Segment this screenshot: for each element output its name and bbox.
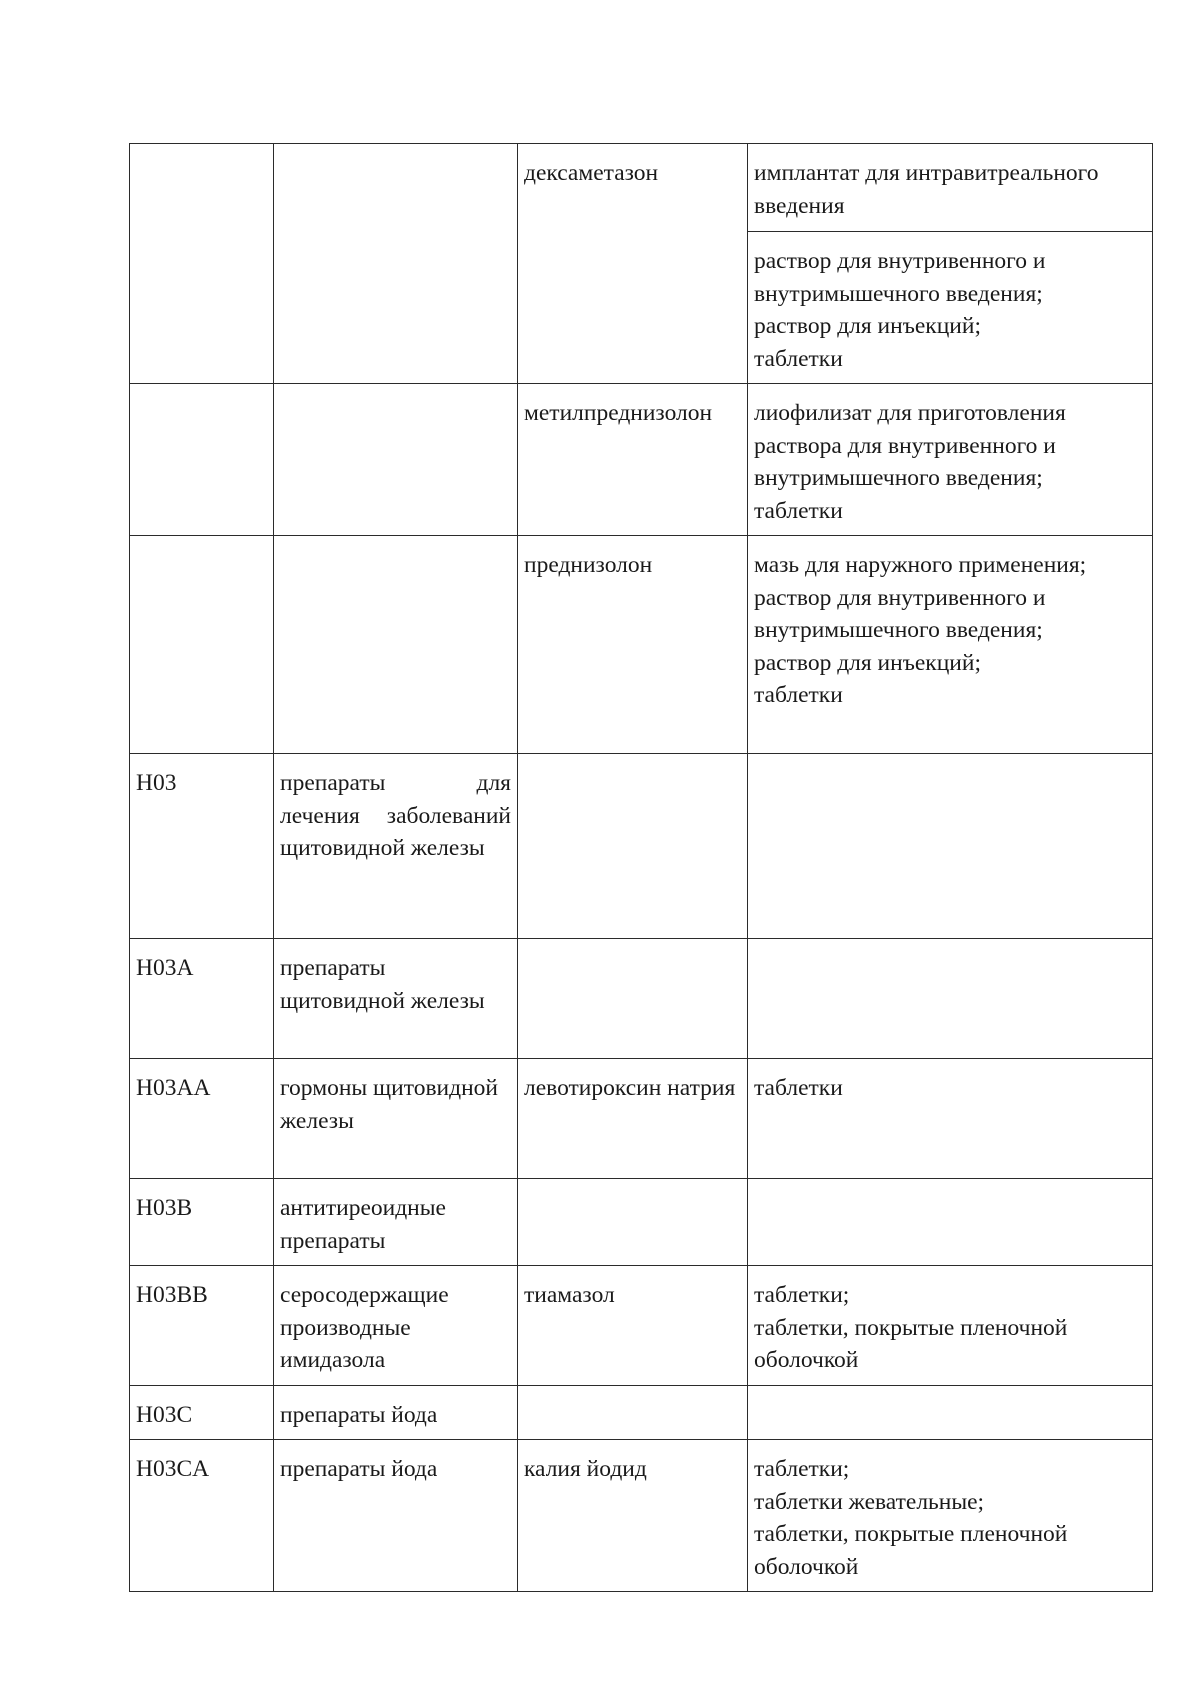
atc-code-cell: H03B bbox=[130, 1179, 274, 1266]
dosage-forms-cell bbox=[748, 1059, 1153, 1179]
group-name-cell: препараты щитовидной железы bbox=[274, 939, 518, 1059]
drug-classification-table bbox=[129, 143, 1153, 1592]
dosage-forms-cell bbox=[748, 1440, 1153, 1592]
dosage-form-line: лиофилизат для приготовления раствора для внутривенного и внутримышечного введения; bbox=[754, 400, 1066, 491]
substance-cell bbox=[518, 754, 748, 939]
dosage-forms-cell bbox=[748, 1179, 1153, 1266]
dosage-form-line: таблетки bbox=[754, 1075, 843, 1101]
dosage-form-line: таблетки bbox=[754, 345, 843, 372]
dosage-forms-cell bbox=[748, 1386, 1153, 1440]
atc-code-cell: H03 bbox=[130, 754, 274, 939]
group-name-cell bbox=[274, 384, 518, 536]
group-name-cell: антитиреоидные препараты bbox=[274, 1179, 518, 1266]
substance-cell bbox=[518, 939, 748, 1059]
substance-cell: калия йодид bbox=[518, 1440, 748, 1592]
dosage-forms-cell bbox=[748, 536, 1153, 754]
substance-cell: метилпреднизолон bbox=[518, 384, 748, 536]
substance-cell: левотироксин натрия bbox=[518, 1059, 748, 1179]
group-name-cell: препараты йода bbox=[274, 1386, 518, 1440]
group-name-cell: серосодержащие производные имидазола bbox=[274, 1266, 518, 1386]
substance-cell bbox=[518, 1179, 748, 1266]
table-row bbox=[130, 1059, 1153, 1179]
substance-cell: тиамазол bbox=[518, 1266, 748, 1386]
dosage-forms-cell bbox=[748, 232, 1153, 384]
table-row bbox=[130, 384, 1153, 536]
dosage-form-line: имплантат для интравитреального введения bbox=[754, 160, 1099, 219]
dosage-form-line: таблетки bbox=[754, 497, 843, 524]
table-row bbox=[130, 1386, 1153, 1440]
dosage-form-line: мазь для наружного применения; bbox=[754, 552, 1087, 578]
atc-code-cell bbox=[130, 536, 274, 754]
group-name-cell bbox=[274, 536, 518, 754]
dosage-forms-cell bbox=[748, 144, 1153, 232]
dosage-form-line: раствор для внутривенного и внутримышечного введения; bbox=[754, 248, 1046, 307]
substance-cell bbox=[518, 1386, 748, 1440]
dosage-form-line: раствор для инъекций; bbox=[754, 649, 981, 676]
dosage-form-line: таблетки, покрытые пленочной оболочкой bbox=[754, 1521, 1068, 1580]
substance-cell: преднизолон bbox=[518, 536, 748, 754]
dosage-form-line: таблетки; bbox=[754, 1456, 850, 1482]
atc-code-cell: H03AA bbox=[130, 1059, 274, 1179]
atc-code-cell: H03C bbox=[130, 1386, 274, 1440]
substance-cell: дексаметазон bbox=[518, 144, 748, 384]
table-row bbox=[130, 1440, 1153, 1592]
table-row bbox=[130, 144, 1153, 232]
dosage-forms-cell bbox=[748, 1266, 1153, 1386]
dosage-form-line: раствор для инъекций; bbox=[754, 313, 981, 339]
dosage-forms-cell bbox=[748, 384, 1153, 536]
table-row bbox=[130, 1179, 1153, 1266]
group-name-cell: гормоны щитовидной железы bbox=[274, 1059, 518, 1179]
dosage-form-line: таблетки bbox=[754, 682, 843, 708]
atc-code-cell: H03BB bbox=[130, 1266, 274, 1386]
atc-code-cell bbox=[130, 144, 274, 384]
dosage-forms-cell bbox=[748, 939, 1153, 1059]
group-name-cell: препараты для лечения заболеваний щитовидной железы bbox=[274, 754, 518, 939]
atc-code-cell: H03A bbox=[130, 939, 274, 1059]
atc-code-cell bbox=[130, 384, 274, 536]
atc-code-cell: H03CA bbox=[130, 1440, 274, 1592]
dosage-forms-cell bbox=[748, 754, 1153, 939]
dosage-form-line: таблетки, покрытые пленочной оболочкой bbox=[754, 1314, 1068, 1373]
table-row bbox=[130, 754, 1153, 939]
dosage-form-line: таблетки жевательные; bbox=[754, 1488, 985, 1515]
group-name-cell: препараты йода bbox=[274, 1440, 518, 1592]
table-row bbox=[130, 1266, 1153, 1386]
dosage-form-line: таблетки; bbox=[754, 1282, 850, 1308]
table-row bbox=[130, 939, 1153, 1059]
table-row bbox=[130, 536, 1153, 754]
dosage-form-line: раствор для внутривенного и внутримышечного введения; bbox=[754, 584, 1046, 643]
group-name-cell bbox=[274, 144, 518, 384]
